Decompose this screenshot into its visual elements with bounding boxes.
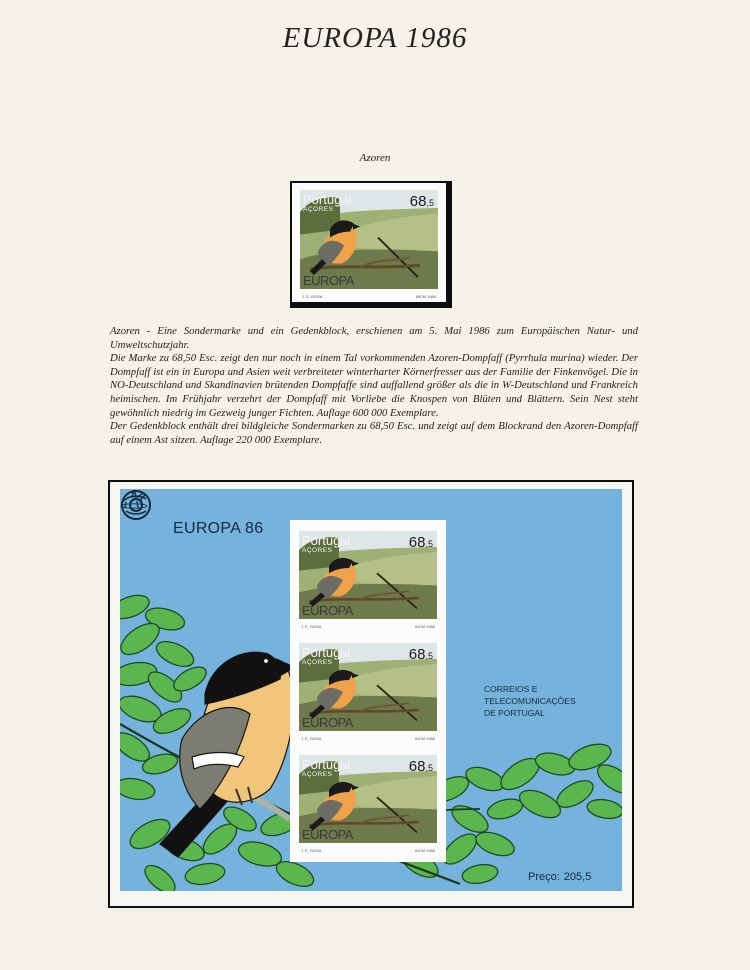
description-paragraph: Der Gedenkblock enthält drei bildgleiche Sondermarken zu 68,50 Esc. und zeigt auf dem Blockrand den Azoren-Dompfaff auf einem Ast sitzen. Auflage 220 000 Exemplare. xyxy=(110,420,638,446)
stamp-artwork xyxy=(299,755,437,843)
stamp-europa: EUROPA xyxy=(302,603,353,618)
stamp-europa: EUROPA xyxy=(302,715,353,730)
stamp-value xyxy=(409,646,433,663)
stamp-artwork xyxy=(299,531,437,619)
stamp-imprint xyxy=(301,736,435,741)
stamp-region: AÇORES xyxy=(302,659,333,666)
postal-authority-label xyxy=(484,683,622,719)
souvenir-sheet xyxy=(110,482,632,906)
sheet-stamp xyxy=(291,524,445,632)
stamp-country: Portugal xyxy=(302,645,351,660)
stamp-country: Portugal xyxy=(303,192,352,207)
stamp-value-main: 68 xyxy=(409,193,427,210)
postal-authority-line: CORREIOS E TELECOMUNICAÇÕES xyxy=(484,684,576,706)
page-title: EUROPA 1986 xyxy=(282,22,468,54)
stamp-value-sub: ,5 xyxy=(425,539,433,549)
post-horse-rider-icon xyxy=(120,489,148,509)
sheet-europa-label: EUROPA 86 xyxy=(173,520,264,537)
souvenir-sheet-artwork xyxy=(120,489,622,891)
stamp-imprint xyxy=(301,848,435,853)
stamp-value-sub: ,5 xyxy=(426,198,434,208)
stamp-region: AÇORES xyxy=(303,206,334,213)
souvenir-sheet-mount xyxy=(108,480,634,908)
stamp-caption: Azoren xyxy=(359,152,391,164)
stamp-artwork xyxy=(300,190,438,289)
stamp-value xyxy=(409,534,433,551)
stamp-imprint-designer: J. E. ROSA xyxy=(302,294,323,299)
stamp-strip xyxy=(290,520,446,862)
description-paragraph: Die Marke zu 68,50 Esc. zeigt den nur noch in einem Tal vorkommenden Azoren-Dompfaff (Pyrrhula murina) wieder. Der Dompfaff ist ein in Europa und Asien weit verbreiteter winterharter Körnerfresser aus der Familie der Finkenvögel. Die in NO-Deutschland und Skandinavien brütenden Dompfaffe sind auffallend größer als die in W-Deutschland und Frankreich heimischen. Im Frühjahr verzehrt der Dompfaff mit Vorliebe die Knospen von Blüten und Blättern. Sein Nest steht gewöhnlich niedrig im Gezweig junger Fichten. Auflage 600 000 Exemplare. xyxy=(110,352,638,419)
stamp-value-sub: ,5 xyxy=(425,651,433,661)
description-paragraph: Azoren - Eine Sondermarke und ein Gedenkblock, erschienen am 5. Mai 1986 zum Europäischen Natur- und Umweltschutzjahr. xyxy=(110,325,638,351)
stamp-europa: EUROPA xyxy=(302,827,353,842)
stamp-value-main: 68 xyxy=(408,534,426,551)
stamp-imprint-designer: J. E. ROSA xyxy=(301,736,322,741)
stamp-region: AÇORES xyxy=(302,547,333,554)
stamp-imprint-printer: INCM 1986 xyxy=(414,624,435,629)
stamp-country: Portugal xyxy=(302,757,351,772)
description xyxy=(110,325,638,447)
stamp-value-sub: ,5 xyxy=(425,763,433,773)
stamp-imprint-designer: J. E. ROSA xyxy=(301,848,322,853)
sheet-stamp xyxy=(291,636,445,744)
stamp-value xyxy=(410,193,434,210)
stamp-europa: EUROPA xyxy=(303,273,354,288)
stamp-artwork xyxy=(299,643,437,731)
stamp-mount xyxy=(290,181,452,308)
stamp-imprint xyxy=(302,294,436,299)
stamp-imprint-printer: INCM 1986 xyxy=(414,736,435,741)
price-label: Preço: xyxy=(528,871,560,883)
stamp-region: AÇORES xyxy=(302,771,333,778)
sheet-stamp xyxy=(291,748,445,856)
stamp-imprint-printer: INCM 1986 xyxy=(414,848,435,853)
stamp-imprint xyxy=(301,624,435,629)
stamp-imprint-printer: INCM 1986 xyxy=(415,294,436,299)
sheet-price xyxy=(528,871,591,883)
postal-authority-line: DE PORTUGAL xyxy=(484,708,545,718)
stamp-value-main: 68 xyxy=(408,646,426,663)
stamp xyxy=(292,183,446,302)
stamp-value-main: 68 xyxy=(408,758,426,775)
price-value: 205,5 xyxy=(563,871,592,883)
stamp-value xyxy=(409,758,433,775)
stamp-imprint-designer: J. E. ROSA xyxy=(301,624,322,629)
stamp-country: Portugal xyxy=(302,533,351,548)
